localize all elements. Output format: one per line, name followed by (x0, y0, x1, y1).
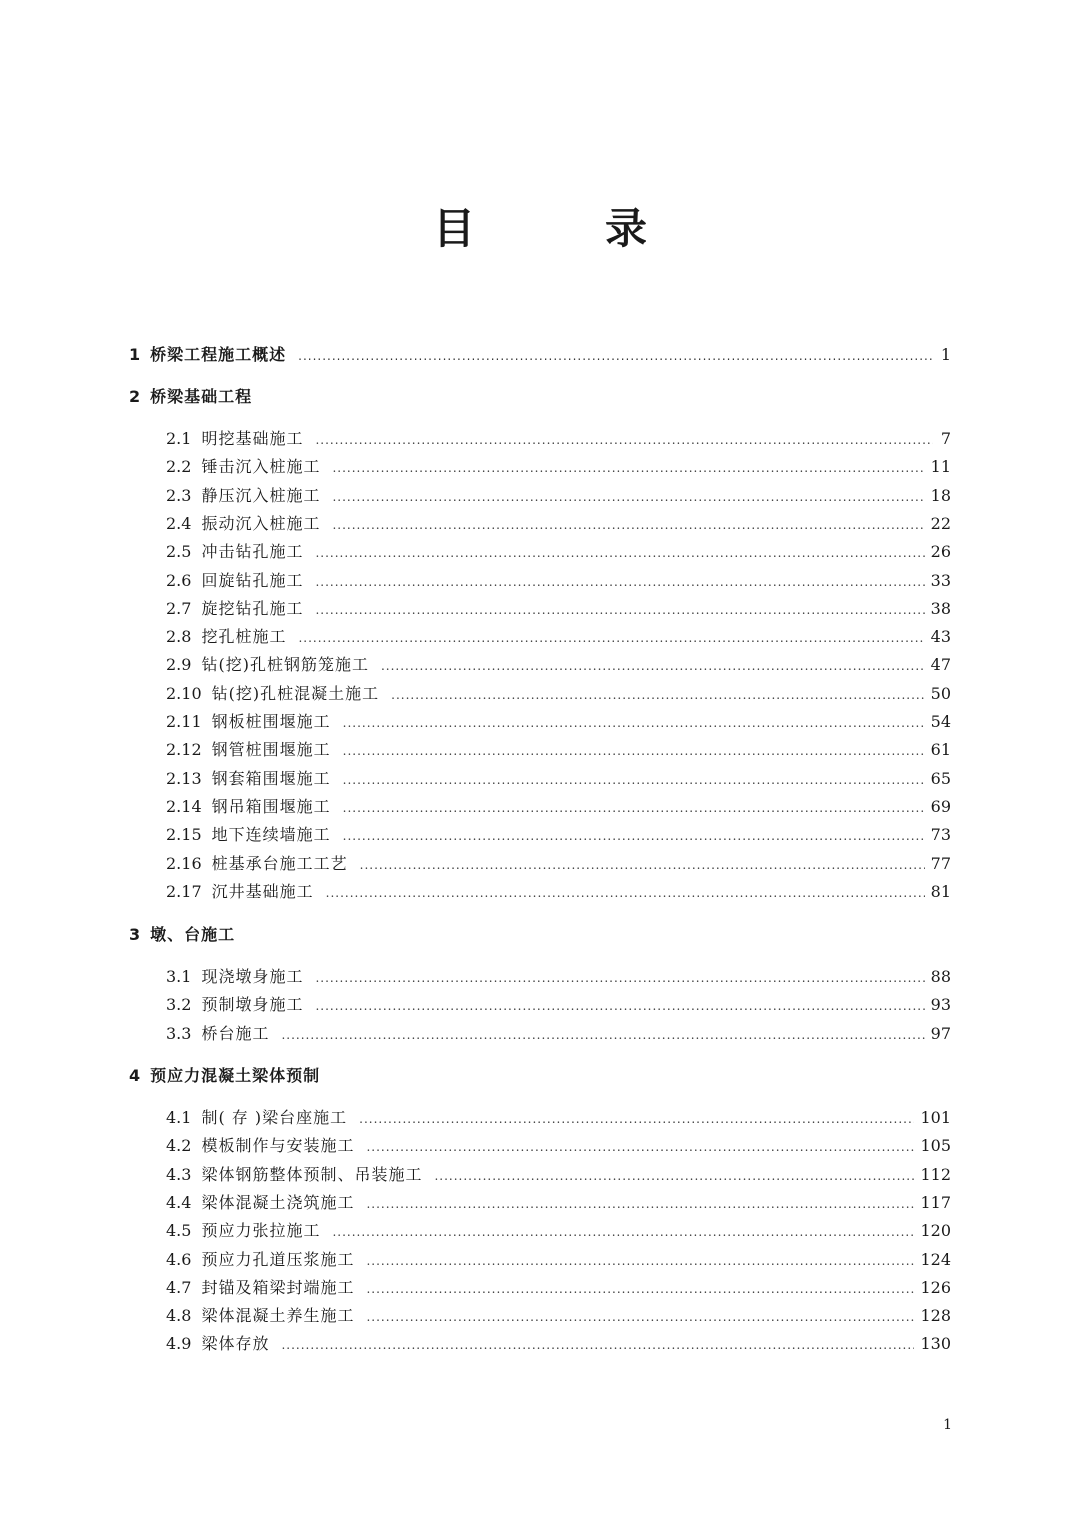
dot-leader (332, 511, 924, 539)
section-number: 2.13 (166, 768, 202, 788)
toc-section-3-1[interactable] (166, 963, 951, 991)
section-page-number: 26 (930, 542, 951, 562)
section-number: 2.16 (166, 853, 202, 873)
toc-section-2-9[interactable] (166, 651, 951, 679)
dot-leader (315, 568, 924, 596)
dot-leader (366, 1247, 914, 1275)
toc-section-2-4[interactable] (166, 510, 951, 538)
section-number: 4.5 (166, 1221, 192, 1241)
section-number: 2.7 (166, 598, 192, 618)
section-page-number: 22 (930, 513, 951, 533)
chapter-number: 2 (129, 387, 141, 406)
section-page-number: 7 (940, 429, 951, 448)
section-number: 2.14 (166, 796, 202, 816)
section-number: 4.3 (166, 1164, 192, 1184)
dot-leader (332, 1218, 914, 1246)
toc-section-4-4[interactable] (166, 1189, 951, 1217)
section-number: 2.1 (166, 429, 192, 448)
dot-leader (366, 1190, 914, 1218)
section-page-number: 97 (930, 1023, 951, 1043)
section-number: 2.5 (166, 542, 192, 562)
section-title: 钻(挖)孔桩混凝土施工 (211, 683, 380, 703)
dot-leader (359, 1105, 914, 1133)
section-page-number: 65 (930, 768, 951, 788)
section-page-number: 47 (930, 655, 951, 675)
section-page-number: 120 (920, 1221, 951, 1241)
dot-leader (315, 964, 924, 992)
toc-section-2-14[interactable] (166, 793, 951, 821)
section-page-number: 38 (930, 598, 951, 618)
section-title: 明挖基础施工 (201, 429, 304, 448)
chapter-title: 桥梁基础工程 (150, 387, 253, 406)
section-number: 4.7 (166, 1277, 192, 1297)
dot-leader (281, 1331, 914, 1359)
toc-chapter-1[interactable] (129, 341, 951, 369)
section-title: 钻(挖)孔桩钢筋笼施工 (201, 655, 369, 675)
dot-leader (360, 851, 925, 879)
section-page-number: 93 (930, 995, 951, 1015)
dot-leader (343, 709, 925, 737)
section-page-number: 81 (930, 881, 951, 901)
section-number: 3.2 (166, 995, 192, 1015)
dot-leader (315, 596, 924, 624)
section-number: 4.6 (166, 1249, 192, 1269)
section-title: 钢吊箱围堰施工 (211, 796, 331, 816)
section-page-number: 61 (930, 740, 951, 760)
dot-leader (343, 822, 925, 850)
toc-chapter-2[interactable] (129, 383, 951, 411)
section-number: 4.4 (166, 1192, 192, 1212)
toc-section-2-3[interactable] (166, 482, 951, 510)
toc-section-2-12[interactable] (166, 736, 951, 764)
section-page-number: 128 (920, 1306, 951, 1326)
dot-leader (315, 426, 933, 454)
section-page-number: 101 (920, 1108, 951, 1127)
section-page-number: 54 (930, 712, 951, 731)
section-title: 静压沉入桩施工 (201, 485, 321, 505)
section-title: 预应力孔道压浆施工 (201, 1249, 355, 1269)
chapter-page-number: 1 (940, 345, 951, 364)
section-page-number: 117 (920, 1192, 951, 1212)
section-title: 桩基承台施工工艺 (211, 853, 348, 873)
section-title: 梁体混凝土浇筑施工 (201, 1192, 355, 1212)
section-number: 2.12 (166, 740, 202, 760)
dot-leader (391, 681, 925, 709)
section-title: 旋挖钻孔施工 (201, 598, 304, 618)
toc-section-2-6[interactable] (166, 567, 951, 595)
section-title: 钢管桩围堰施工 (211, 740, 331, 760)
section-title: 钢套箱围堰施工 (211, 768, 331, 788)
section-number: 2.10 (166, 683, 202, 703)
section-page-number: 11 (930, 457, 951, 477)
section-title: 制( 存 )梁台座施工 (201, 1108, 348, 1127)
section-title: 锤击沉入桩施工 (201, 457, 321, 477)
dot-leader (332, 454, 924, 482)
dot-leader (366, 1133, 914, 1161)
toc-chapter-4[interactable] (129, 1062, 951, 1090)
toc-section-2-8[interactable] (166, 623, 951, 651)
dot-leader (315, 539, 924, 567)
section-page-number: 33 (930, 570, 951, 590)
toc-section-4-6[interactable] (166, 1246, 951, 1274)
section-number: 4.9 (166, 1334, 192, 1354)
section-title: 回旋钻孔施工 (201, 570, 304, 590)
section-page-number: 50 (930, 683, 951, 703)
section-page-number: 124 (920, 1249, 951, 1269)
section-title: 梁体混凝土养生施工 (201, 1306, 355, 1326)
section-title: 桥台施工 (201, 1023, 270, 1043)
section-number: 4.1 (166, 1108, 192, 1127)
dot-leader (326, 879, 925, 907)
section-number: 2.17 (166, 881, 202, 901)
dot-leader (281, 1021, 924, 1049)
section-page-number: 43 (930, 627, 951, 647)
section-title: 封锚及箱梁封端施工 (201, 1277, 355, 1297)
section-page-number: 77 (930, 853, 951, 873)
section-number: 2.2 (166, 457, 192, 477)
section-number: 2.11 (166, 712, 202, 731)
section-title: 模板制作与安装施工 (201, 1136, 355, 1156)
section-title: 挖孔桩施工 (201, 627, 287, 647)
section-number: 2.9 (166, 655, 192, 675)
page-title: 目 录 (432, 204, 691, 253)
section-title: 梁体钢筋整体预制、吊装施工 (201, 1164, 423, 1184)
dot-leader (434, 1162, 914, 1190)
toc-section-3-3[interactable] (166, 1020, 951, 1048)
toc-section-4-9[interactable] (166, 1330, 951, 1358)
toc-section-2-1[interactable] (166, 425, 951, 453)
chapter-number: 4 (129, 1066, 141, 1085)
dot-leader (381, 652, 925, 680)
chapter-title: 预应力混凝土梁体预制 (150, 1066, 321, 1085)
section-page-number: 112 (920, 1164, 951, 1184)
toc-section-2-5[interactable] (166, 538, 951, 566)
section-title: 钢板桩围堰施工 (211, 712, 331, 731)
section-page-number: 105 (920, 1136, 951, 1156)
toc-section-2-15[interactable] (166, 821, 951, 849)
section-title: 现浇墩身施工 (201, 967, 304, 986)
section-title: 预应力张拉施工 (201, 1221, 321, 1241)
section-number: 3.1 (166, 967, 192, 986)
toc-section-4-2[interactable] (166, 1132, 951, 1160)
dot-leader (366, 1303, 914, 1331)
section-page-number: 69 (930, 796, 951, 816)
toc-section-2-17[interactable] (166, 878, 951, 906)
toc-section-2-13[interactable] (166, 765, 951, 793)
toc-section-4-7[interactable] (166, 1274, 951, 1302)
dot-leader (343, 794, 925, 822)
section-page-number: 126 (920, 1277, 951, 1297)
section-number: 2.4 (166, 513, 192, 533)
dot-leader (298, 342, 933, 370)
section-title: 地下连续墙施工 (211, 825, 331, 845)
dot-leader (343, 766, 925, 794)
toc-section-4-1[interactable] (166, 1104, 951, 1132)
section-number: 4.2 (166, 1136, 192, 1156)
section-page-number: 18 (930, 485, 951, 505)
section-page-number: 88 (930, 967, 951, 986)
toc-section-2-11[interactable] (166, 708, 951, 736)
toc-section-4-5[interactable] (166, 1217, 951, 1245)
toc-chapter-3[interactable] (129, 921, 951, 949)
section-number: 2.3 (166, 485, 192, 505)
footer-page-number: 1 (943, 1417, 952, 1433)
section-number: 2.6 (166, 570, 192, 590)
section-number: 3.3 (166, 1023, 192, 1043)
chapter-number: 1 (129, 345, 141, 364)
chapter-title: 墩、台施工 (150, 925, 236, 944)
section-page-number: 73 (930, 825, 951, 845)
section-title: 振动沉入桩施工 (201, 513, 321, 533)
section-number: 2.8 (166, 627, 192, 647)
dot-leader (315, 992, 924, 1020)
toc-section-3-2[interactable] (166, 991, 951, 1019)
dot-leader (298, 624, 924, 652)
section-number: 4.8 (166, 1306, 192, 1326)
section-number: 2.15 (166, 825, 202, 845)
section-title: 冲击钻孔施工 (201, 542, 304, 562)
section-page-number: 130 (920, 1334, 951, 1354)
dot-leader (332, 483, 924, 511)
toc-section-4-8[interactable] (166, 1302, 951, 1330)
toc-section-2-7[interactable] (166, 595, 951, 623)
dot-leader (366, 1275, 914, 1303)
section-title: 沉井基础施工 (211, 881, 314, 901)
section-title: 梁体存放 (201, 1334, 270, 1354)
section-title: 预制墩身施工 (201, 995, 304, 1015)
dot-leader (343, 737, 925, 765)
toc-section-4-3[interactable] (166, 1161, 951, 1189)
toc-section-2-16[interactable] (166, 850, 951, 878)
chapter-number: 3 (129, 925, 141, 944)
chapter-title: 桥梁工程施工概述 (150, 345, 287, 364)
toc-section-2-2[interactable] (166, 453, 951, 481)
toc-section-2-10[interactable] (166, 680, 951, 708)
